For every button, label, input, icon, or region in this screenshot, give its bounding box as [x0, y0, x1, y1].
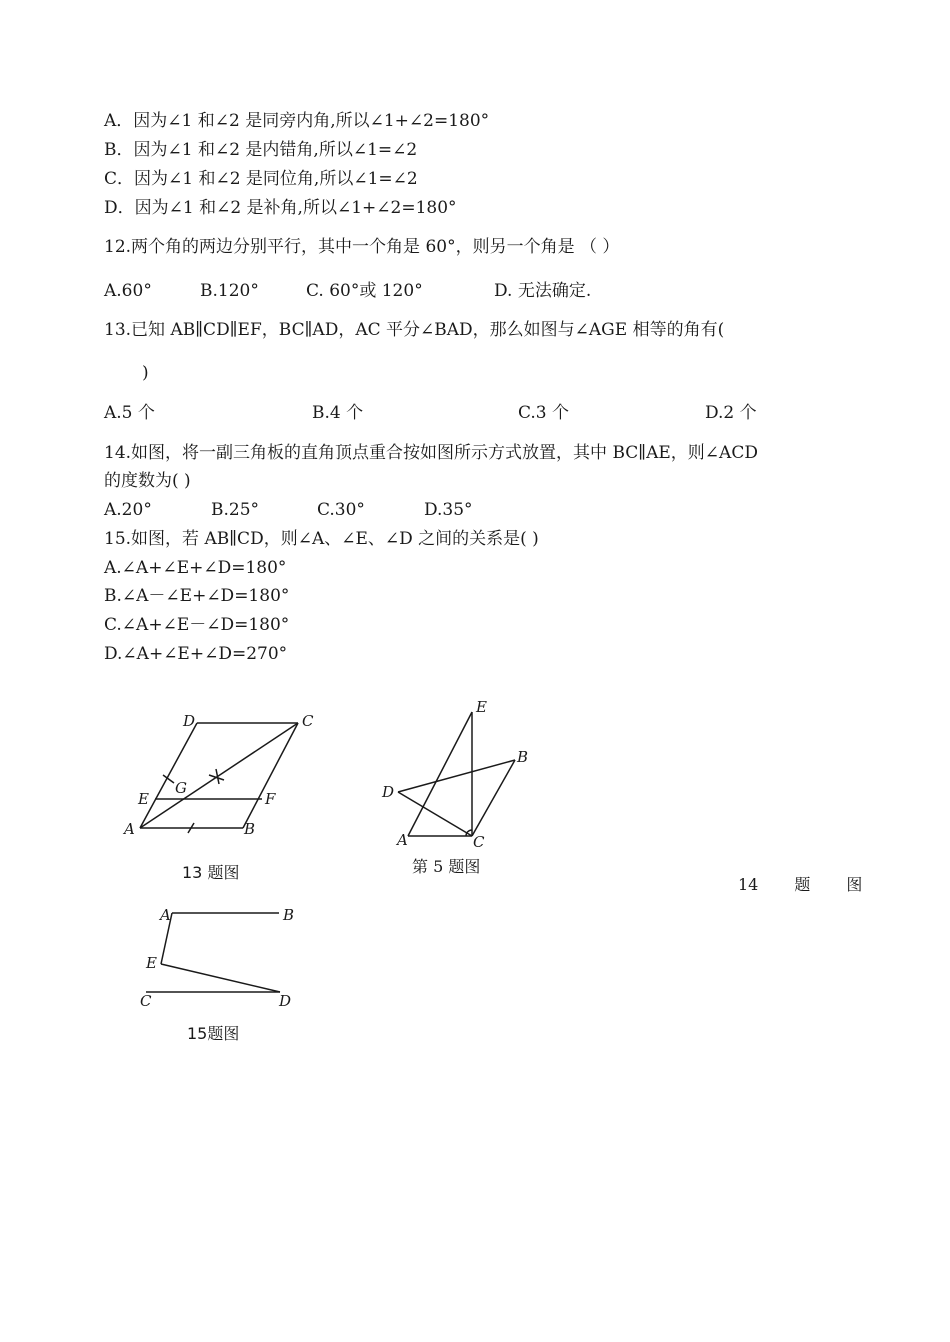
- fig13-label-g: G: [175, 779, 187, 797]
- q14-option-d: D.35°: [424, 500, 473, 520]
- figmid-segment-db: [398, 760, 515, 792]
- q15-stem: 15.如图，若 AB∥CD，则∠A、∠E、∠D 之间的关系是( ): [104, 529, 539, 549]
- q15-option-b: B.∠A－∠E+∠D=180°: [104, 586, 290, 606]
- q13-option-b: B.4 个: [312, 403, 364, 423]
- fig13-segment-bc: [243, 723, 298, 828]
- fig14-caption-part2: 题: [794, 875, 811, 894]
- figmid-label-a: A: [397, 831, 408, 849]
- q14-option-a: A.20°: [104, 500, 152, 520]
- fig13-label-f: F: [265, 790, 276, 808]
- q14-option-b: B.25°: [211, 500, 260, 520]
- fig13-label-b: B: [244, 820, 256, 838]
- figmid-label-c: C: [473, 833, 485, 851]
- q14-option-c: C.30°: [317, 500, 365, 520]
- fig15-label-a: A: [160, 906, 171, 924]
- fig14-caption-part1: 14: [738, 875, 759, 894]
- q12-option-c: C. 60°或 120°: [306, 281, 423, 301]
- q13-option-d: D.2 个: [705, 403, 757, 423]
- figmid-segment-bc: [472, 760, 515, 836]
- fig14-caption: [738, 872, 862, 895]
- q14-stem-line1: 14.如图，将一副三角板的直角顶点重合按如图所示方式放置，其中 BC∥AE，则∠ACD: [104, 443, 758, 463]
- figmid-label-d: D: [382, 783, 395, 801]
- q11-option-d: D．因为∠1 和∠2 是补角,所以∠1+∠2=180°: [104, 198, 457, 218]
- fig15-label-e: E: [146, 954, 157, 972]
- q11-option-a: A．因为∠1 和∠2 是同旁内角,所以∠1+∠2=180°: [104, 111, 490, 131]
- fig13-label-e: E: [138, 790, 149, 808]
- q15-option-d: D.∠A+∠E+∠D=270°: [104, 644, 288, 664]
- q13-stem-line2: ): [142, 363, 149, 383]
- q13-option-a: A.5 个: [104, 403, 155, 423]
- fig13-label-d: D: [183, 712, 196, 730]
- figmid-caption: 第 5 题图: [412, 857, 481, 876]
- fig15-label-d: D: [279, 992, 292, 1010]
- q15-option-c: C.∠A+∠E－∠D=180°: [104, 615, 290, 635]
- q13-option-c: C.3 个: [518, 403, 570, 423]
- figmid-segment-dc: [398, 792, 472, 836]
- fig13-label-c: C: [302, 712, 314, 730]
- fig14-caption-part3: 图: [846, 875, 863, 894]
- q12-stem: 12.两个角的两边分别平行，其中一个角是 60°，则另一个角是 （ ）: [104, 237, 620, 257]
- fig15-segment-ed: [161, 964, 280, 992]
- figmid-label-e: E: [476, 698, 487, 716]
- q11-option-c: C．因为∠1 和∠2 是同位角,所以∠1=∠2: [104, 169, 418, 189]
- figmid-label-b: B: [517, 748, 529, 766]
- q12-option-d: D. 无法确定.: [494, 281, 592, 301]
- fig13-arc-mark-1: [209, 775, 224, 780]
- fig15-label-b: B: [283, 906, 295, 924]
- q12-option-b: B.120°: [200, 281, 259, 301]
- q11-option-b: B．因为∠1 和∠2 是内错角,所以∠1=∠2: [104, 140, 418, 160]
- fig15-label-c: C: [140, 992, 152, 1010]
- q13-stem-line1: 13.已知 AB∥CD∥EF，BC∥AD，AC 平分∠BAD，那么如图与∠AGE 相等的角有(: [104, 320, 725, 340]
- fig15-caption: 15题图: [187, 1024, 240, 1043]
- fig13-label-a: A: [124, 820, 135, 838]
- fig13-segment-da: [140, 723, 197, 828]
- q12-option-a: A.60°: [104, 281, 152, 301]
- fig13-caption: 13 题图: [182, 863, 240, 882]
- q15-option-a: A.∠A+∠E+∠D=180°: [104, 558, 287, 578]
- q14-stem-line2: 的度数为( ): [104, 471, 191, 491]
